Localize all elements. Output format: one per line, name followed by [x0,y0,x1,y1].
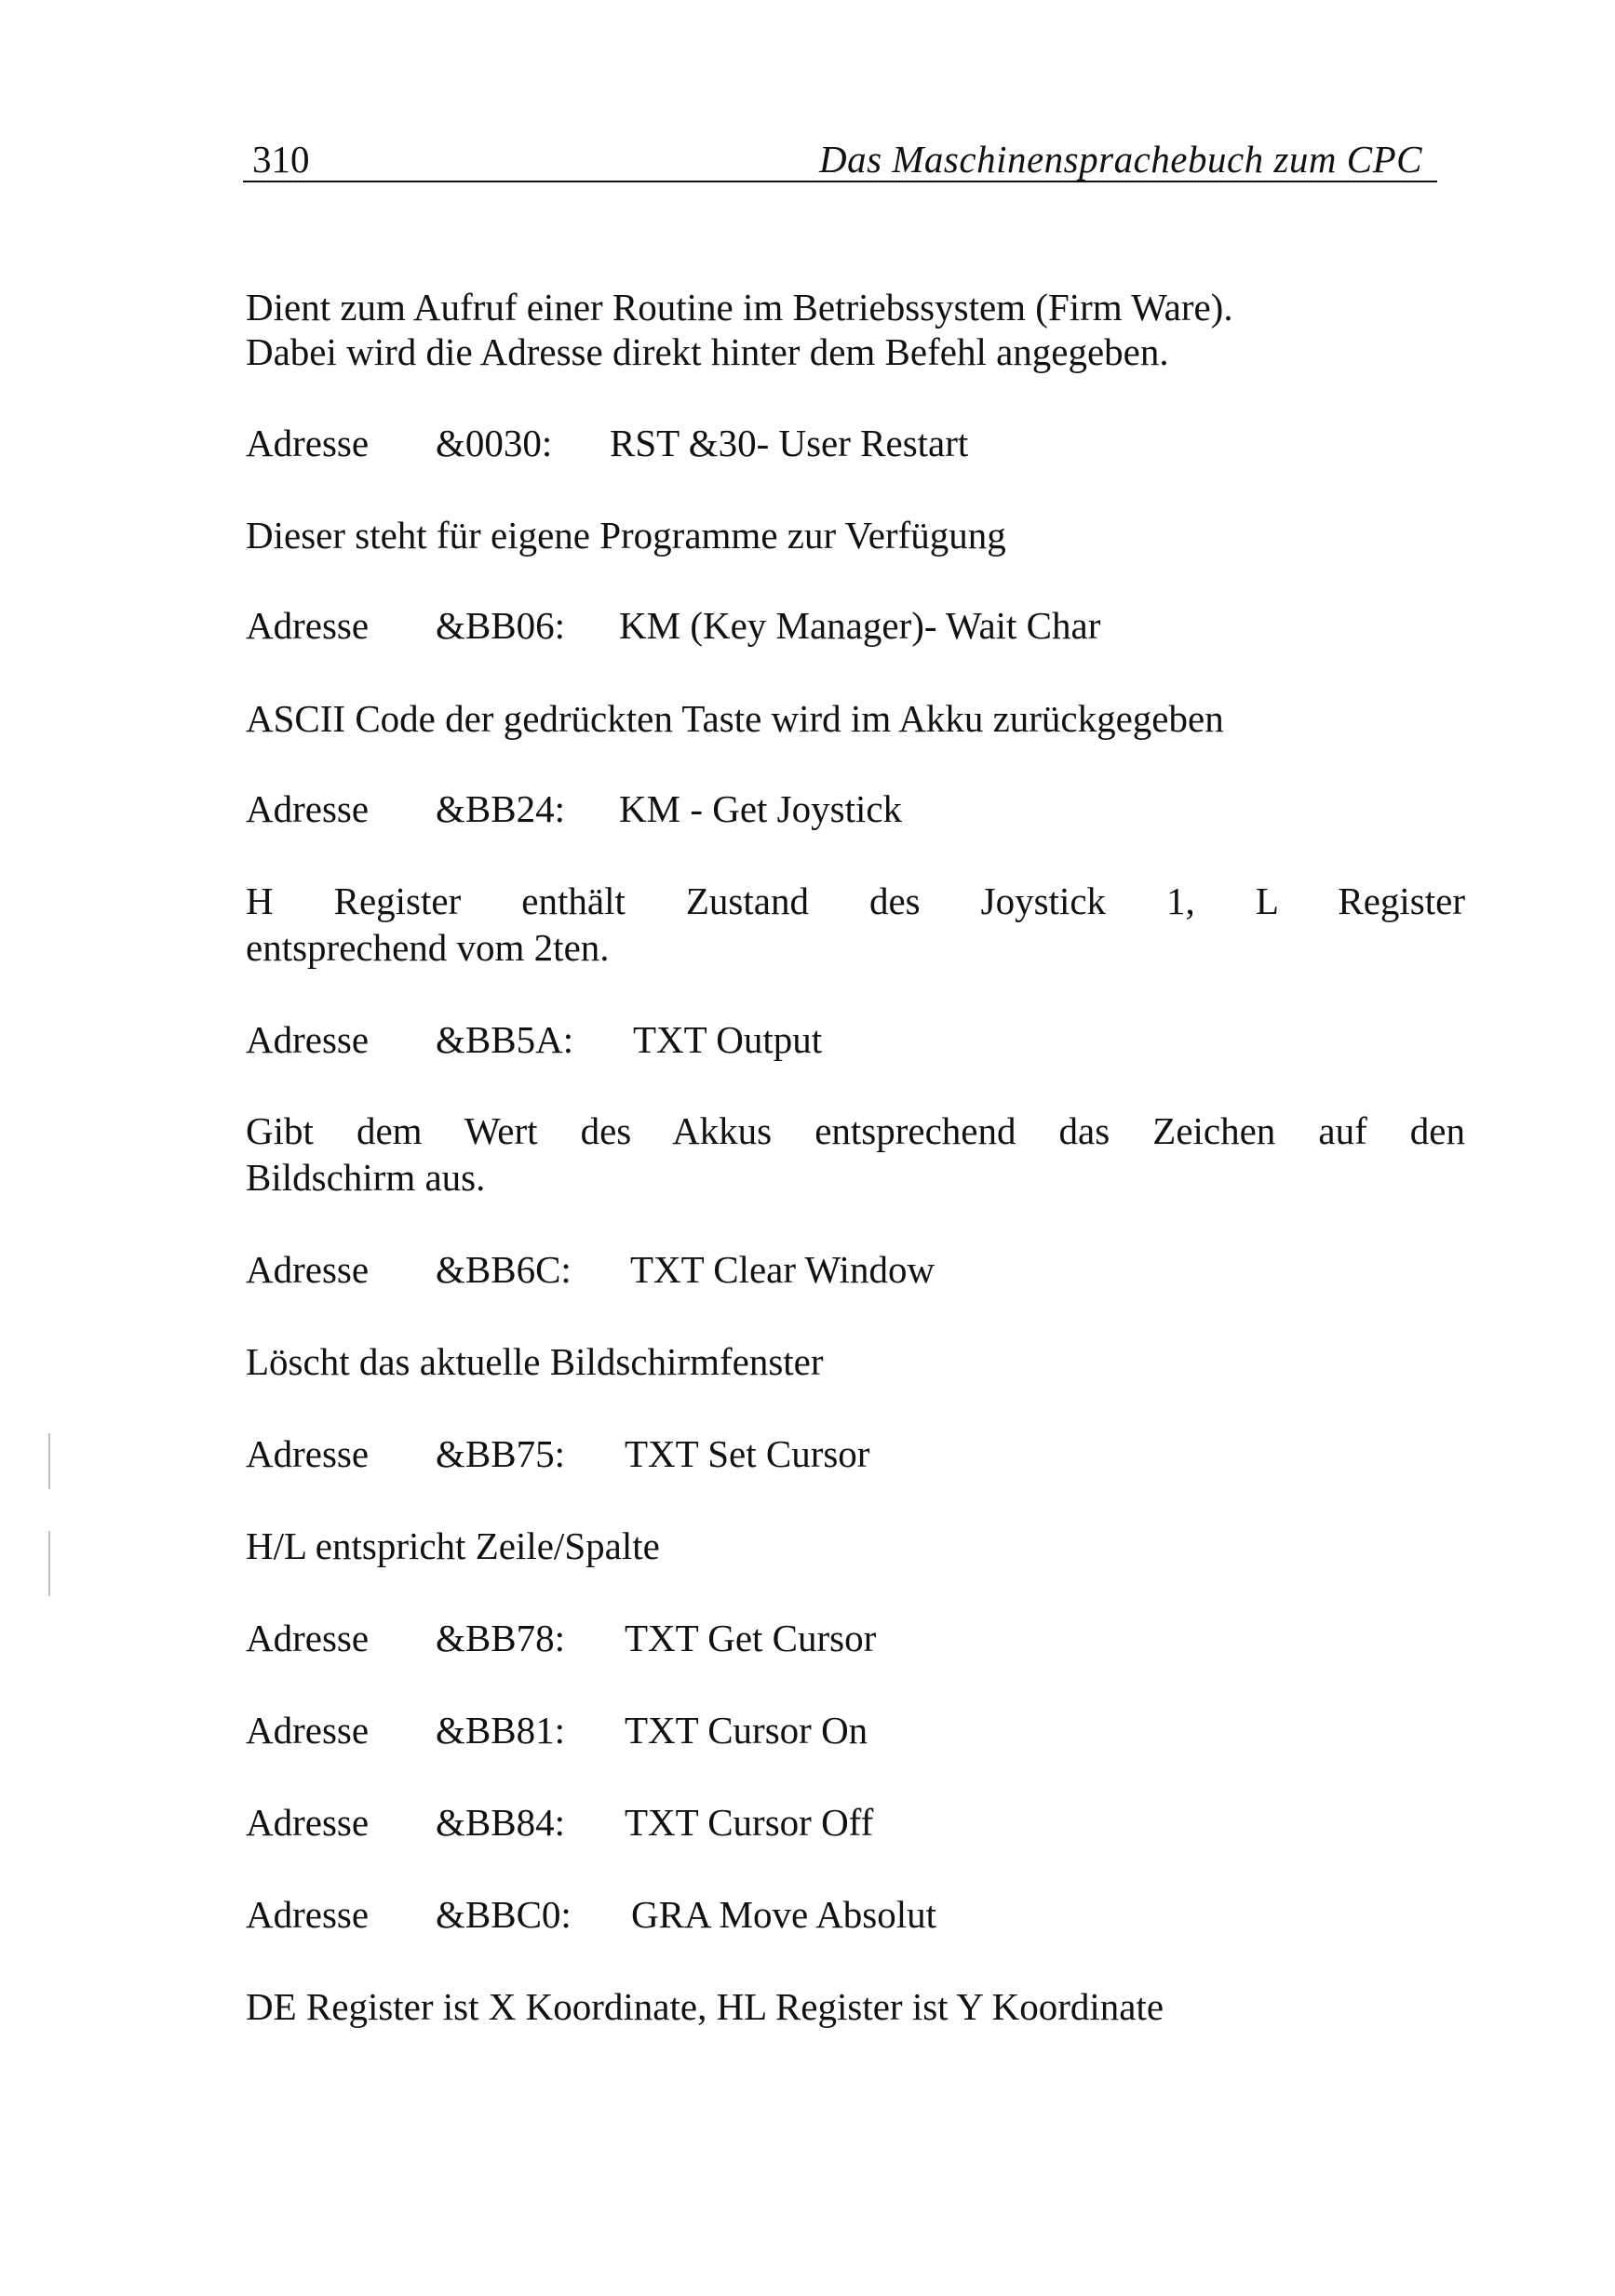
address-label: Adresse [246,604,370,647]
routine-name: TXT Get Cursor [625,1617,877,1659]
address-label: Adresse [246,1709,370,1752]
address-label: Adresse [246,787,370,830]
scan-mark [48,1433,50,1489]
address-code: &BB84: [436,1801,565,1844]
address-label: Adresse [246,1248,370,1291]
address-code: &BB81: [436,1709,565,1752]
address-label: Adresse [246,1617,370,1659]
routine-name: TXT Output [633,1018,823,1061]
address-code: &BB5A: [436,1018,574,1061]
routine-name: RST &30- User Restart [610,422,969,464]
description: H Register enthält Zustand des Joystick 1, L Register [246,879,1465,922]
routine-name: TXT Cursor Off [625,1801,874,1844]
address-label: Adresse [246,422,370,464]
routine-name: TXT Clear Window [630,1248,935,1291]
address-code: &BB75: [436,1432,565,1475]
address-label: Adresse [246,1801,370,1844]
page-number: 310 [252,138,310,181]
address-code: &BB6C: [436,1248,572,1291]
address-code: &BBC0: [436,1893,572,1936]
routine-name: KM - Get Joystick [619,787,903,830]
page-header [243,130,1437,182]
description: Löscht das aktuelle Bildschirmfenster [246,1340,824,1383]
description: ASCII Code der gedrückten Taste wird im Akku zurückgegeben [246,697,1224,740]
description: Dieser steht für eigene Programme zur Verfügung [246,514,1006,557]
intro-line: Dient zum Aufruf einer Routine im Betriebssystem (Firm Ware). [246,286,1233,329]
routine-name: TXT Set Cursor [625,1432,870,1475]
address-label: Adresse [246,1018,370,1061]
address-code: &BB78: [436,1617,565,1659]
routine-name: TXT Cursor On [625,1709,868,1752]
address-label: Adresse [246,1893,370,1936]
description: Bildschirm aus. [246,1156,486,1199]
routine-name: GRA Move Absolut [631,1893,937,1936]
address-code: &0030: [436,422,553,464]
address-code: &BB24: [436,787,565,830]
description: entsprechend vom 2ten. [246,926,610,969]
address-code: &BB06: [436,604,565,647]
intro-line: Dabei wird die Adresse direkt hinter dem Befehl angegeben. [246,330,1169,373]
scan-mark [48,1531,50,1596]
address-label: Adresse [246,1432,370,1475]
description: DE Register ist X Koordinate, HL Register ist Y Koordinate [246,1985,1164,2028]
description: Gibt dem Wert des Akkus entsprechend das Zeichen auf den [246,1109,1465,1152]
description: H/L entspricht Zeile/Spalte [246,1524,660,1567]
routine-name: KM (Key Manager)- Wait Char [619,604,1101,647]
book-title: Das Maschinensprachebuch zum CPC [818,138,1422,181]
